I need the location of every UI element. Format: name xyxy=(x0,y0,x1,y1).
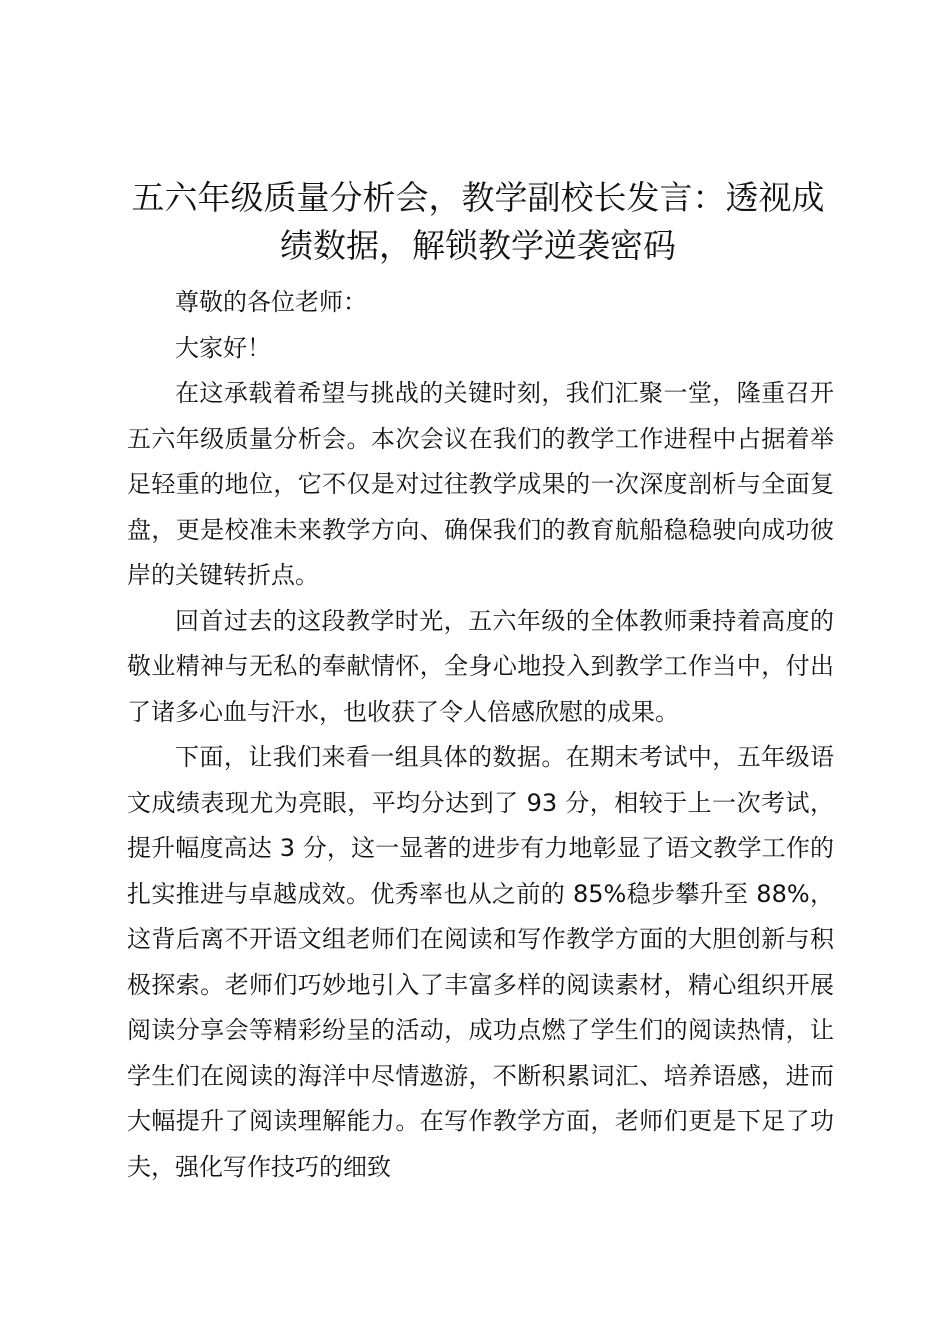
greeting: 大家好！ xyxy=(175,333,271,362)
document-title: 五六年级质量分析会，教学副校长发言：透视成绩数据，解锁教学逆袭密码 xyxy=(131,178,825,265)
body-paragraph: 下面，让我们来看一组具体的数据。在期末考试中，五年级语文成绩表现尤为亮眼，平均分达到了 93 分，相较于上一次考试，提升幅度高达 3 分，这一显著的进步有力地彰显了语文教学工作的扎实推进与卓越成效。优秀率也从之前的 85%稳步攀升至 88%，这背后离不开语文组老师们在阅读和写作教学方面的大胆创新与积极探索。老师们巧妙地引入了丰富多样的阅读素材，精心组织开展阅读分享会等精彩纷呈的活动，成功点燃了学生们的阅读热情，让学生们在阅读的海洋中尽情遨游，不断积累词汇、培养语感，进而大幅提升了阅读理解能力。在写作教学方面，老师们更是下足了功夫，强化写作技巧的细致 xyxy=(127,743,834,1181)
body-paragraph: 回首过去的这段教学时光，五六年级的全体教师秉持着高度的敬业精神与无私的奉献情怀，全身心地投入到教学工作当中，付出了诸多心血与汗水，也收获了令人倍感欣慰的成果。 xyxy=(127,606,834,726)
document-body xyxy=(127,280,834,1190)
salutation: 尊敬的各位老师： xyxy=(175,288,367,316)
body-paragraph: 在这承载着希望与挑战的关键时刻，我们汇聚一堂，隆重召开五六年级质量分析会。本次会议在我们的教学工作进程中占据着举足轻重的地位，它不仅是对过往教学成果的一次深度剖析与全面复盘，更是校准未来教学方向、确保我们的教育航船稳稳驶向成功彼岸的关键转折点。 xyxy=(127,379,834,589)
